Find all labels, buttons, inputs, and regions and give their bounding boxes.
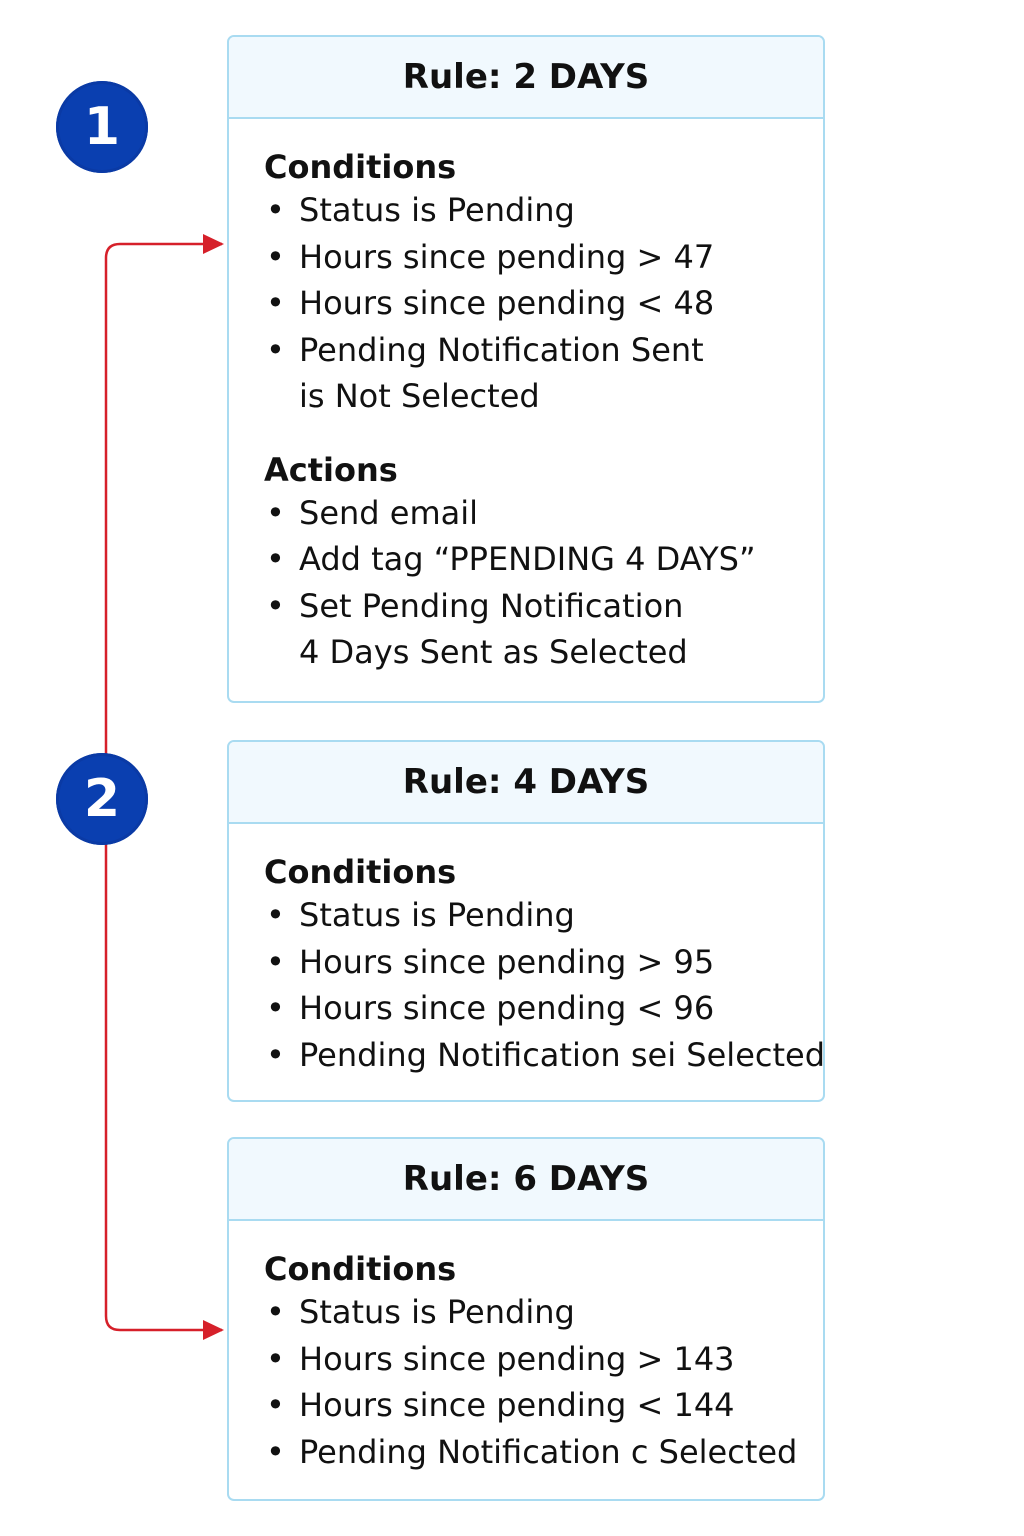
bullet-icon: • <box>266 330 285 369</box>
condition-item: • Status is Pending <box>264 1289 823 1336</box>
action-item: • Add tag “PPENDING 4 DAYS” <box>264 536 823 583</box>
conditions-list <box>264 892 826 1078</box>
bullet-icon: • <box>266 1293 285 1331</box>
condition-item: • Hours since pending > 95 <box>264 939 823 986</box>
condition-item: • Hours since pending < 48 <box>264 280 823 327</box>
rule-title: Rule: 6 DAYS <box>229 1139 823 1221</box>
bullet-icon: • <box>266 540 285 578</box>
bullet-icon: • <box>266 1432 285 1471</box>
condition-item: • Status is Pending <box>264 187 823 234</box>
conditions-heading: Conditions <box>264 1250 457 1288</box>
condition-item: • Pending Notification c Selected <box>264 1429 823 1476</box>
actions-heading: Actions <box>264 450 398 489</box>
arrow-head-icon <box>203 234 224 254</box>
conditions-heading: Conditions <box>264 853 457 891</box>
arrow-head-icon <box>203 1320 224 1340</box>
bullet-icon: • <box>266 942 285 981</box>
bullet-icon: • <box>266 1339 285 1378</box>
rule-card-4-days <box>227 740 825 1102</box>
rule-title: Rule: 2 DAYS <box>229 37 823 119</box>
condition-item: • Status is Pending <box>264 892 823 939</box>
condition-item: • Hours since pending < 144 <box>264 1382 823 1429</box>
rule-card-6-days <box>227 1137 825 1501</box>
bullet-icon: • <box>266 237 285 276</box>
bullet-icon: • <box>266 284 285 322</box>
actions-list <box>264 490 823 676</box>
bullet-icon: • <box>266 586 285 625</box>
action-item: • Send email <box>264 490 823 537</box>
condition-item: • Hours since pending < 96 <box>264 985 823 1032</box>
rule-title: Rule: 4 DAYS <box>229 742 823 824</box>
bullet-icon: • <box>266 1035 285 1074</box>
conditions-list <box>264 1289 823 1475</box>
condition-item: • Pending Notification Sent is Not Selected <box>264 327 823 420</box>
condition-item: • Pending Notification sei Selected <box>264 1032 823 1079</box>
bullet-icon: • <box>266 896 285 934</box>
condition-item: • Hours since pending > 143 <box>264 1336 823 1383</box>
conditions-list <box>264 187 823 420</box>
conditions-heading: Conditions <box>264 148 457 186</box>
rule-card-2-days <box>227 35 825 703</box>
step-badge-1: 1 <box>56 81 148 173</box>
bullet-icon: • <box>266 493 285 532</box>
bullet-icon: • <box>266 1386 285 1424</box>
bullet-icon: • <box>266 191 285 229</box>
step-badge-2: 2 <box>56 753 148 845</box>
action-item: • Set Pending Notification 4 Days Sent as Selected <box>264 583 823 676</box>
condition-item: • Hours since pending > 47 <box>264 234 823 281</box>
bullet-icon: • <box>266 989 285 1027</box>
